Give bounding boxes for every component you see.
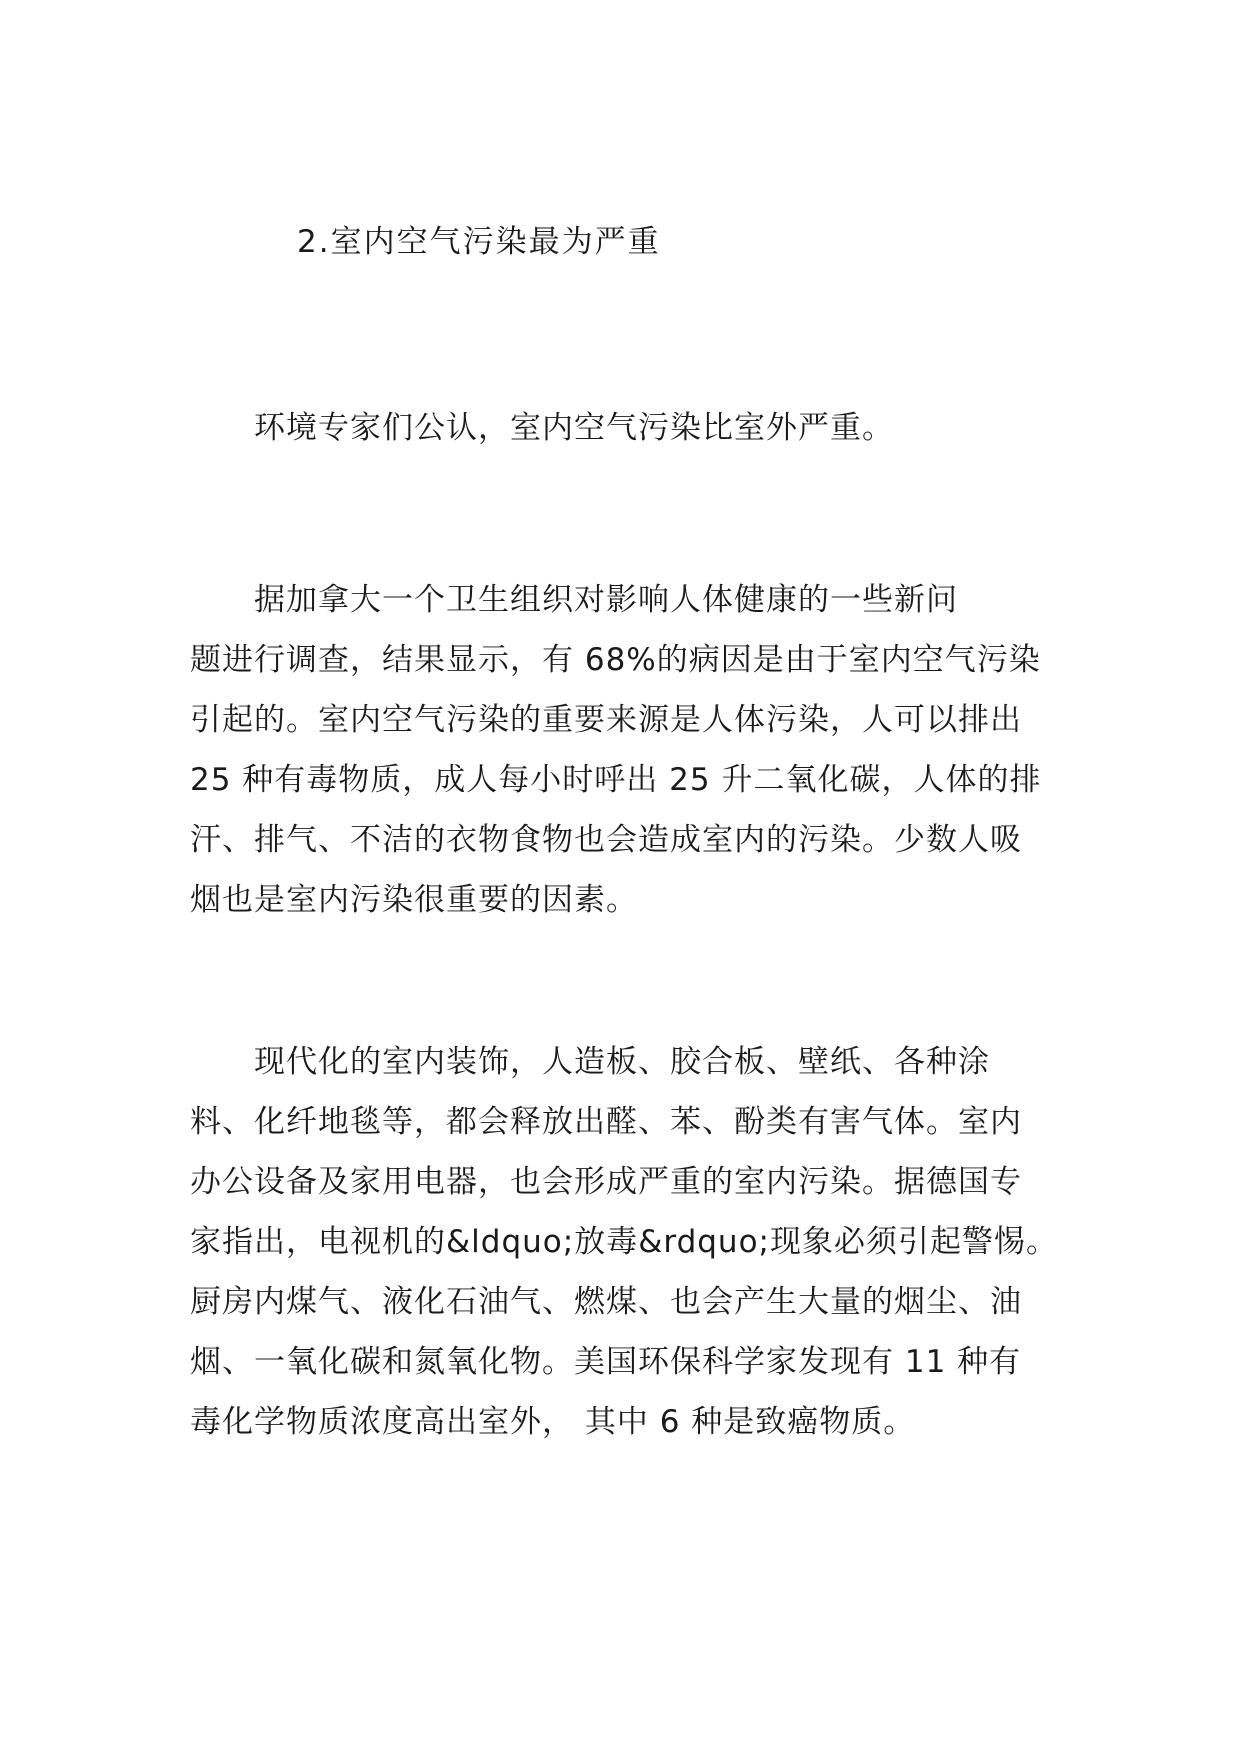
section-heading: 2.室内空气污染最为严重: [297, 224, 661, 260]
paragraph-line: 烟、一氧化碳和氮氧化物。美国环保科学家发现有 11 种有: [190, 1344, 1022, 1380]
paragraph-line: 汗、排气、不洁的衣物食物也会造成室内的污染。少数人吸: [190, 822, 1022, 858]
paragraph-line: 环境专家们公认，室内空气污染比室外严重。: [190, 410, 894, 446]
paragraph-line: 引起的。室内空气污染的重要来源是人体污染，人可以排出: [190, 702, 1022, 738]
paragraph-line: 25 种有毒物质，成人每小时呼出 25 升二氧化碳，人体的排: [190, 762, 1042, 798]
paragraph-line: 现代化的室内装饰，人造板、胶合板、壁纸、各种涂: [190, 1044, 990, 1080]
paragraph-line: 毒化学物质浓度高出室外， 其中 6 种是致癌物质。: [190, 1404, 916, 1440]
paragraph-line: 据加拿大一个卫生组织对影响人体健康的一些新问: [190, 582, 958, 618]
paragraph-line: 厨房内煤气、液化石油气、燃煤、也会产生大量的烟尘、油: [190, 1284, 1022, 1320]
paragraph-line: 家指出，电视机的&ldquo;放毒&rdquo;现象必须引起警惕。: [190, 1224, 1058, 1260]
paragraph-3: [190, 1032, 1060, 1452]
paragraph-line: 题进行调查，结果显示，有 68%的病因是由于室内空气污染: [190, 642, 1041, 678]
paragraph-line: 办公设备及家用电器，也会形成严重的室内污染。据德国专: [190, 1164, 1022, 1200]
paragraph-line: 料、化纤地毯等，都会释放出醛、苯、酚类有害气体。室内: [190, 1104, 1022, 1140]
paragraph-2: [190, 570, 1060, 930]
paragraph-line: 烟也是室内污染很重要的因素。: [190, 882, 638, 918]
paragraph-1: [190, 398, 1060, 458]
